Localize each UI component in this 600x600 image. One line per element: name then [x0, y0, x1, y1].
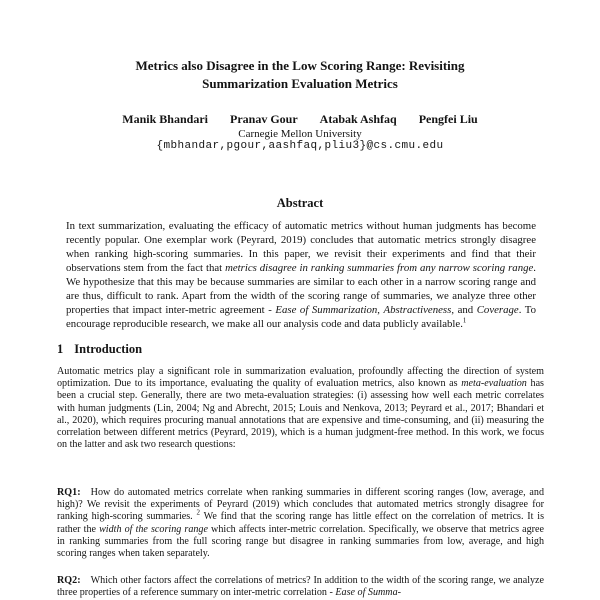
affiliation: Carnegie Mellon University — [238, 128, 362, 140]
section-number: 1 — [57, 342, 64, 356]
author-row — [0, 112, 600, 126]
intro-paragraph: Automatic metrics play a significant role in summarization evaluation, profoundly affecting the direction of system optimization. Due to its importance, evaluating the quality of evaluation metrics, also known as meta-evaluation has been a crucial step. Generally, there are two meta-evaluation strategies: (i) assessing how well each metric correlates with human judgments (Lin, 2004; Ng and Abrecht, 2015; Louis and Nenkova, 2013; Peyrard et al., 2017; Bhandari et al., 2020), which requires procuring manual annotations that are expensive and time-consuming, and (ii) measuring the correlation between different metrics (Peyrard, 2019), which is a human judgment-free method. In this work, we focus on the latter and ask two research questions: — [57, 366, 544, 451]
section-heading-introduction — [57, 342, 142, 357]
author-emails: {mbhandar,pgour,aashfaq,pliu3}@cs.cmu.edu — [156, 140, 444, 152]
abstract-heading: Abstract — [276, 196, 324, 210]
rq1-paragraph: RQ1: How do automated metrics correlate when ranking summaries in different scoring ranges (low, average, and high)? We revisit the experiments of Peyrard (2019) which concludes that automated metrics strongly disagree for ranking high-scoring summaries. $^2$ We find that the scoring range has little effect on the correlation of metrics. It is rather the width of the scoring range which affects inter-metric correlation. Specifically, we observe that metrics agree in ranking summaries from the full scoring range but disagree in ranking summaries from low, average, and high scoring ranges when taken separately. — [57, 487, 544, 560]
author-name: Pranav Gour — [230, 112, 298, 126]
section-title: Introduction — [74, 342, 143, 356]
author-name: Atabak Ashfaq — [319, 112, 397, 126]
author-name: Manik Bhandari — [122, 112, 208, 126]
author-name: Pengfei Liu — [418, 112, 478, 126]
rq2-paragraph: RQ2: Which other factors affect the correlations of metrics? In addition to the width of the scoring range, we analyze three properties of a reference summary on inter-metric correlation - Ease of Summa- — [57, 575, 544, 599]
abstract-text: In text summarization, evaluating the efficacy of automatic metrics without human judgments has become recently popular. One exemplar work (Peyrard, 2019) concludes that automatic metrics strongly disagree when ranking high-scoring summaries. In this paper, we revisit their experiments and find that their observations stem from the fact that metrics disagree in ranking summaries from any narrow scoring range. We hypothesize that this may be because summaries are similar to each other in a narrow scoring range and are thus, difficult to rank. Apart from the width of the scoring range of summaries, we analyze three other properties that impact inter-metric agreement - Ease of Summarization, Abstractiveness, and Coverage. To encourage reproducible research, we make all our analysis code and data publicly available.$^1$ — [66, 220, 537, 330]
paper-title: Metrics also Disagree in the Low Scoring Range: Revisiting Summarization Evaluation Metrics — [135, 58, 465, 91]
